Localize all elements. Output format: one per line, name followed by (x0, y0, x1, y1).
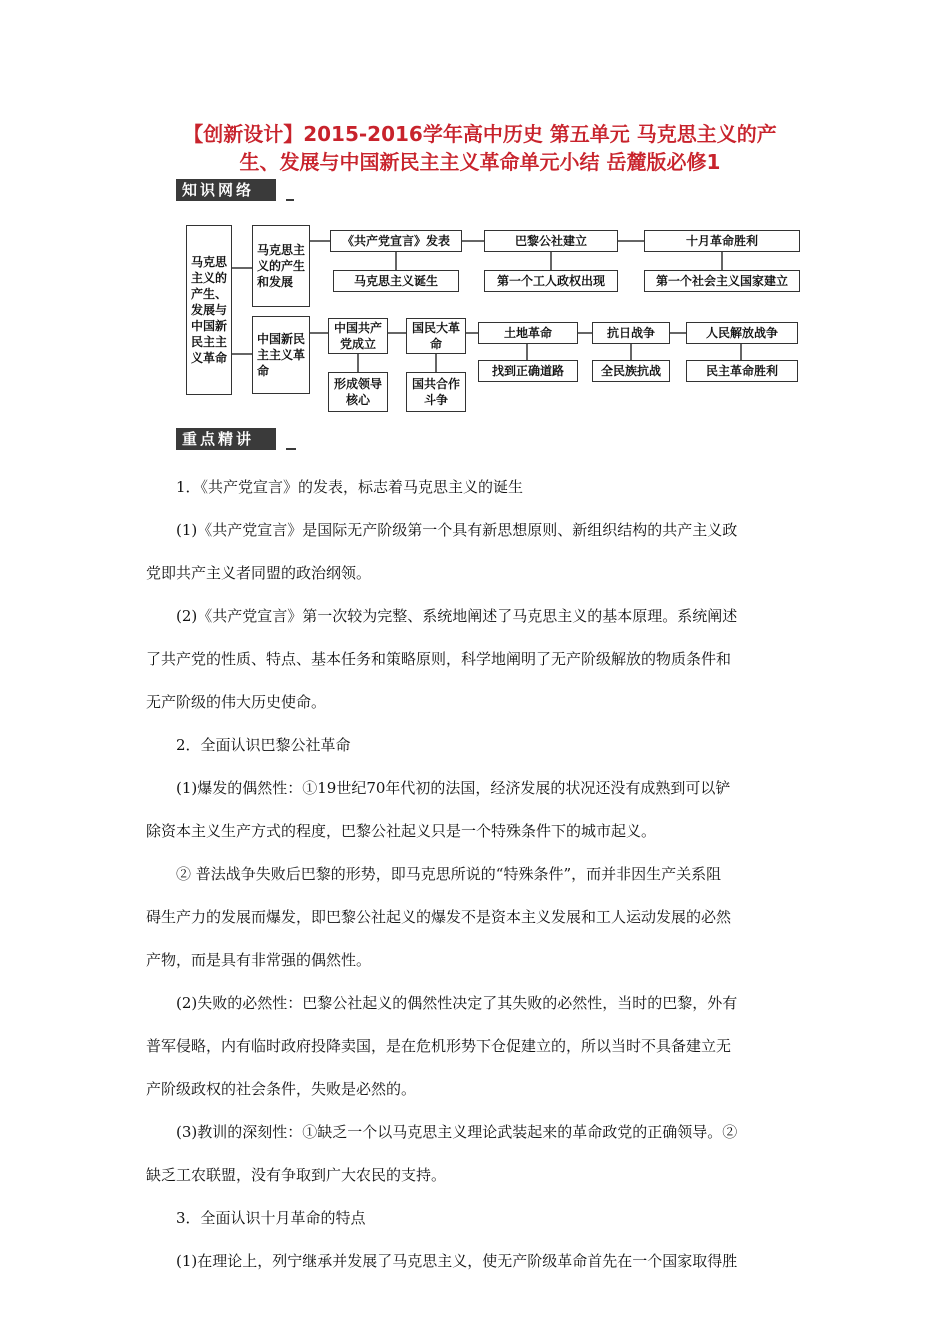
banner-label: 重点精讲 (176, 428, 276, 450)
text-line: 缺乏工农联盟，没有争取到广大农民的支持。 (146, 1166, 447, 1184)
text-line: 除资本主义生产方式的程度，巴黎公社起义只是一个特殊条件下的城市起义。 (146, 822, 657, 840)
paragraph (146, 767, 806, 853)
node-label: 第一个社会主义国家建立 (655, 274, 788, 288)
text-line: 党即共产主义者同盟的政治纲领。 (146, 564, 372, 582)
diagram-branch2-box (252, 316, 310, 394)
diagram-node (686, 322, 798, 344)
diagram-node (686, 360, 798, 382)
title-line-1: 【创新设计】2015-2016学年高中历史 第五单元 马克思主义的产 (183, 122, 777, 146)
banner-rule (286, 448, 296, 450)
banner-label: 知识网络 (176, 179, 276, 201)
text-line: 2．全面认识巴黎公社革命 (176, 736, 351, 754)
text-line: 1．《共产党宣言》的发表，标志着马克思主义的诞生 (176, 478, 524, 496)
node-label: 国民大革命 (411, 321, 460, 351)
node-label: 国共合作斗争 (411, 377, 460, 407)
paragraph (146, 1240, 806, 1283)
paragraph (146, 1111, 806, 1197)
diagram-branch1-box (252, 225, 310, 307)
text-line: (3)教训的深刻性：①缺乏一个以马克思主义理论武装起来的革命政党的正确领导。② (176, 1123, 738, 1141)
diagram-node (478, 360, 578, 382)
paragraph (146, 982, 806, 1111)
node-label: 人民解放战争 (705, 326, 778, 340)
text-line: 了共产党的性质、特点、基本任务和策略原则，科学地阐明了无产阶级解放的物质条件和 (146, 650, 732, 668)
text-line: (1)在理论上，列宁继承并发展了马克思主义，使无产阶级革命首先在一个国家取得胜 (176, 1252, 738, 1270)
diagram-root-label: 马克思主义的产生、发展与中国新民主主义革命 (191, 255, 228, 365)
text-line: 3．全面认识十月革命的特点 (176, 1209, 366, 1227)
text-line: ② 普法战争失败后巴黎的形势，即马克思所说的“特殊条件”，而并非因生产关系阻 (176, 865, 722, 883)
diagram-connectors (0, 0, 950, 420)
paragraph (146, 853, 806, 982)
text-line: 无产阶级的伟大历史使命。 (146, 693, 327, 711)
node-label: 全民族抗战 (600, 364, 661, 378)
diagram-branch2-label: 中国新民主主义革命 (257, 332, 306, 378)
paragraph (146, 724, 806, 767)
diagram-node (406, 318, 466, 354)
diagram-branch1-label: 马克思主义的产生和发展 (257, 243, 306, 289)
node-label: 马克思主义诞生 (353, 274, 438, 288)
node-label: 十月革命胜利 (685, 234, 758, 248)
node-label: 《共产党宣言》发表 (341, 234, 450, 248)
paragraph (146, 595, 806, 724)
node-label: 抗日战争 (606, 326, 655, 340)
node-label: 土地革命 (503, 326, 552, 340)
diagram-node (328, 372, 388, 412)
paragraph (146, 466, 806, 509)
text-line: (1)《共产党宣言》是国际无产阶级第一个具有新思想原则、新组织结构的共产主义政 (176, 521, 738, 539)
diagram-node (592, 322, 670, 344)
diagram-node (592, 360, 670, 382)
node-label: 形成领导核心 (333, 377, 382, 407)
bullet-dot-icon (278, 434, 288, 444)
text-line: 产物，而是具有非常强的偶然性。 (146, 951, 372, 969)
diagram-node (484, 230, 618, 252)
text-line: 产阶级政权的社会条件，失败是必然的。 (146, 1080, 417, 1098)
diagram-node (328, 318, 388, 354)
diagram-root-box (186, 225, 232, 395)
title-line-2: 生、发展与中国新民主主义革命单元小结 岳麓版必修1 (239, 150, 721, 174)
text-line: (2)《共产党宣言》第一次较为完整、系统地阐述了马克思主义的基本原理。系统阐述 (176, 607, 738, 625)
node-label: 巴黎公社建立 (514, 234, 587, 248)
diagram-node (406, 372, 466, 412)
text-line: 普军侵略，内有临时政府投降卖国，是在危机形势下仓促建立的，所以当时不具备建立无 (146, 1037, 732, 1055)
node-label: 找到正确道路 (491, 364, 564, 378)
paragraph (146, 1197, 806, 1240)
node-label: 第一个工人政权出现 (496, 274, 605, 288)
node-label: 民主革命胜利 (705, 364, 778, 378)
text-line: 碍生产力的发展而爆发，即巴黎公社起义的爆发不是资本主义发展和工人运动发展的必然 (146, 908, 732, 926)
paragraph (146, 509, 806, 595)
text-line: (2)失败的必然性：巴黎公社起义的偶然性决定了其失败的必然性，当时的巴黎，外有 (176, 994, 738, 1012)
diagram-node (484, 270, 618, 292)
diagram-node (478, 322, 578, 344)
diagram-node (644, 230, 800, 252)
diagram-node (333, 270, 459, 292)
node-label: 中国共产党成立 (333, 321, 382, 351)
text-line: (1)爆发的偶然性：①19世纪70年代初的法国，经济发展的状况还没有成熟到可以铲 (176, 779, 731, 797)
diagram-node (644, 270, 800, 292)
diagram-node (330, 230, 462, 252)
